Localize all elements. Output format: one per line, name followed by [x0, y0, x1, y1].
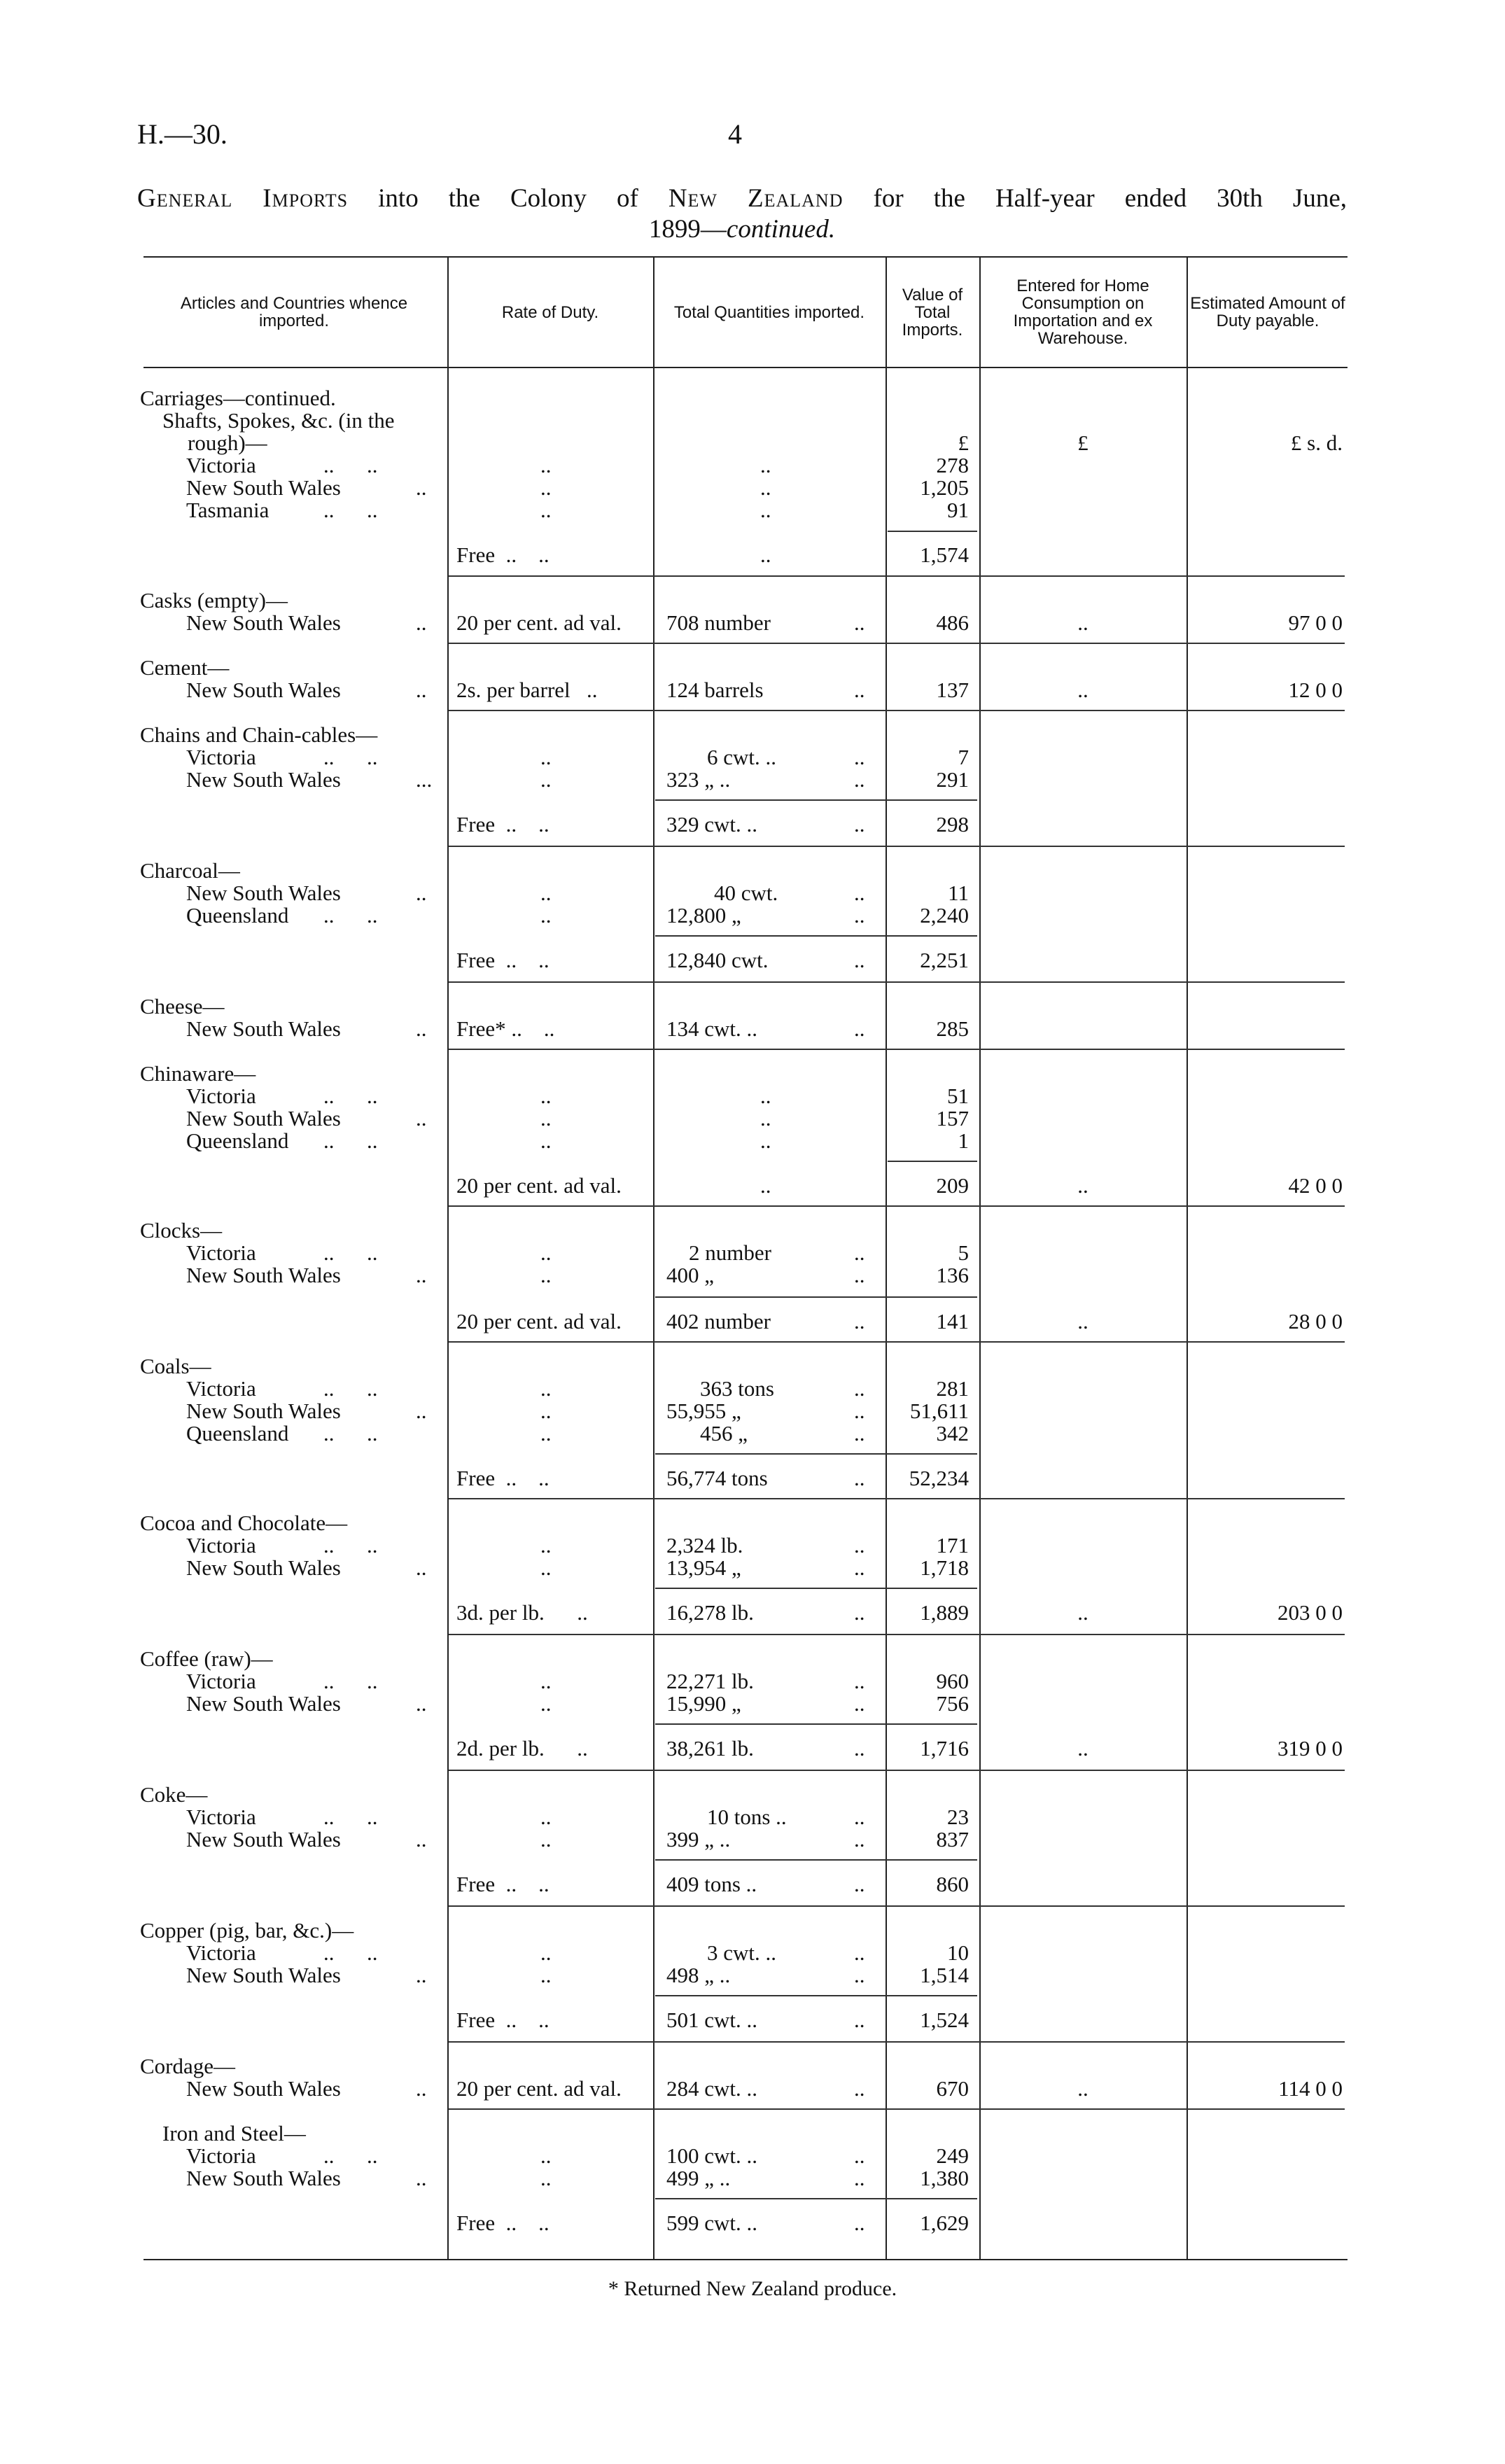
block-rule	[449, 575, 1345, 577]
country-label: Victoria	[186, 2143, 256, 2168]
country-label: New South Wales	[186, 2166, 341, 2190]
country-label: New South Wales	[186, 1827, 341, 1851]
leader-dots: ..	[540, 1669, 552, 1693]
value-cell: 7	[958, 745, 969, 769]
leader-dots: ..	[854, 1669, 865, 1693]
leader-dots: ..	[1077, 678, 1088, 702]
country-label: Queensland	[186, 1421, 289, 1446]
country-label: New South Wales	[186, 1263, 341, 1287]
duty-cell: 203 0 0	[1278, 1600, 1343, 1625]
country-label: Victoria	[186, 1376, 256, 1401]
leader-dots: ..	[854, 2211, 865, 2235]
leader-dots: ..	[540, 1805, 552, 1829]
leader-dots: ..	[540, 1940, 552, 1965]
subtotal-rule	[655, 1296, 977, 1298]
value-cell: 1,718	[920, 1555, 969, 1580]
country-label: Victoria	[186, 1084, 256, 1108]
subtotal-rule	[888, 1161, 977, 1162]
leader-dots: ..	[416, 1827, 427, 1851]
leader-dots: ..	[416, 1106, 427, 1130]
value-cell: 23	[947, 1805, 969, 1829]
block-rule	[449, 1205, 1345, 1207]
quantity-cell: 12,800 „	[666, 903, 741, 927]
leader-dots: ..	[854, 1263, 865, 1287]
leader-dots: ..	[416, 678, 427, 702]
leader-dots: ..	[854, 812, 865, 836]
leader-dots: .. ..	[323, 1421, 378, 1446]
leader-dots: .. ..	[323, 2143, 378, 2168]
subtotal-rule	[655, 1995, 977, 1996]
country-label: New South Wales	[186, 2076, 341, 2101]
value-cell: 281	[936, 1376, 969, 1401]
section-heading: Cement—	[140, 655, 230, 680]
leader-dots: .. ..	[323, 1376, 378, 1401]
block-rule	[449, 1049, 1345, 1050]
value-cell: 756	[936, 1691, 969, 1716]
leader-dots: ..	[540, 1421, 552, 1446]
leader-dots: ..	[540, 453, 552, 477]
value-cell: 960	[936, 1669, 969, 1693]
section-heading: Carriages—continued.	[140, 386, 336, 410]
country-label: New South Wales	[186, 1691, 341, 1716]
subtotal-rule	[655, 935, 977, 937]
leader-dots: .. ..	[323, 1128, 378, 1153]
leader-dots: ..	[1077, 1736, 1088, 1760]
leader-dots: ..	[854, 1399, 865, 1423]
leader-dots: ..	[854, 745, 865, 769]
leader-dots: ..	[540, 1106, 552, 1130]
country-label: Victoria	[186, 1805, 256, 1829]
table-title: General Imports into the Colony of New Zealand for the Half-year ended 30th June, 1899—continued.	[137, 184, 1347, 244]
quantity-cell: 456 „	[700, 1421, 748, 1446]
value-cell: 10	[947, 1940, 969, 1965]
leader-dots: ..	[854, 1533, 865, 1558]
leader-dots: ..	[854, 1555, 865, 1580]
header-bottom-rule	[144, 367, 1348, 368]
total-quantity: 38,261 lb.	[666, 1736, 754, 1760]
leader-dots: ..	[760, 1173, 771, 1198]
quantity-cell: 2,324 lb.	[666, 1533, 743, 1558]
leader-dots: .. ..	[323, 1669, 378, 1693]
col-divider	[1186, 256, 1188, 2260]
value-cell: 670	[936, 2076, 969, 2101]
total-value: 1,574	[920, 542, 969, 567]
quantity-cell: 708 number	[666, 610, 771, 635]
quantity-cell: 100 cwt. ..	[666, 2143, 758, 2168]
leader-dots: ..	[540, 498, 552, 522]
leader-dots: ..	[854, 2166, 865, 2190]
leader-dots: ..	[760, 542, 771, 567]
total-quantity: 501 cwt. ..	[666, 2008, 758, 2032]
total-quantity: 56,774 tons	[666, 1466, 768, 1490]
total-value: 1,889	[920, 1600, 969, 1625]
leader-dots: ..	[540, 1963, 552, 1987]
leader-dots: ..	[416, 2076, 427, 2101]
page-ref: H.—30.	[137, 118, 227, 150]
country-label: New South Wales	[186, 1963, 341, 1987]
subtotal-rule	[655, 1588, 977, 1589]
leader-dots: ..	[854, 1309, 865, 1334]
leader-dots: ..	[540, 1555, 552, 1580]
block-rule	[449, 1341, 1345, 1343]
leader-dots: ..	[854, 903, 865, 927]
section-heading: Casks (empty)—	[140, 588, 288, 612]
section-heading: Charcoal—	[140, 858, 240, 883]
total-value: 52,234	[909, 1466, 969, 1490]
block-rule	[449, 1770, 1345, 1771]
col-divider	[447, 256, 449, 2260]
subtotal-rule	[655, 2198, 977, 2199]
country-label: New South Wales	[186, 1555, 341, 1580]
leader-dots: ..	[854, 1736, 865, 1760]
country-label: New South Wales	[186, 1106, 341, 1130]
rate-cell: Free .. ..	[456, 1872, 550, 1896]
leader-dots: ..	[1077, 1309, 1088, 1334]
duty-cell: 12 0 0	[1288, 678, 1343, 702]
section-heading: Coke—	[140, 1782, 208, 1807]
total-value: 1,629	[920, 2211, 969, 2235]
leader-dots: ..	[416, 1691, 427, 1716]
subtotal-rule	[655, 1859, 977, 1861]
value-cell: 1,380	[920, 2166, 969, 2190]
leader-dots: ..	[854, 1691, 865, 1716]
leader-dots: ..	[854, 2076, 865, 2101]
section-heading: Coffee (raw)—	[140, 1646, 273, 1671]
leader-dots: ..	[854, 1600, 865, 1625]
col-divider	[653, 256, 654, 2260]
section-heading: Clocks—	[140, 1218, 223, 1242]
subtotal-rule	[655, 1723, 977, 1725]
leader-dots: ..	[1077, 1173, 1088, 1198]
leader-dots: ..	[540, 881, 552, 905]
rate-cell: 20 per cent. ad val.	[456, 1173, 622, 1198]
leader-dots: ..	[540, 767, 552, 792]
quantity-cell: 323 „ ..	[666, 767, 731, 792]
total-quantity: 16,278 lb.	[666, 1600, 754, 1625]
leader-dots: ..	[854, 1466, 865, 1490]
country-label: Victoria	[186, 1669, 256, 1693]
leader-dots: ..	[540, 745, 552, 769]
leader-dots: ..	[760, 498, 771, 522]
leader-dots: ..	[540, 475, 552, 500]
rate-cell: Free .. ..	[456, 1466, 550, 1490]
quantity-cell: 13,954 „	[666, 1555, 741, 1580]
table-top-rule	[144, 256, 1348, 258]
rate-cell: 20 per cent. ad val.	[456, 1309, 622, 1334]
total-quantity: 599 cwt. ..	[666, 2211, 758, 2235]
value-cell: 278	[936, 453, 969, 477]
total-quantity: 402 number	[666, 1309, 771, 1334]
value-cell: 91	[947, 498, 969, 522]
leader-dots: .. ..	[323, 453, 378, 477]
quantity-cell: 363 tons	[700, 1376, 774, 1401]
quantity-cell: 499 „ ..	[666, 2166, 731, 2190]
leader-dots: ..	[540, 1240, 552, 1265]
rate-cell: Free .. ..	[456, 948, 550, 972]
duty-cell: 28 0 0	[1288, 1309, 1343, 1334]
leader-dots: .. ..	[323, 1805, 378, 1829]
value-cell: 51	[947, 1084, 969, 1108]
section-heading: Cordage—	[140, 2054, 236, 2078]
total-value: 2,251	[920, 948, 969, 972]
rate-cell: 3d. per lb. ..	[456, 1600, 588, 1625]
quantity-cell: 15,990 „	[666, 1691, 741, 1716]
quantity-cell: 2 number	[689, 1240, 771, 1265]
value-cell: 5	[958, 1240, 969, 1265]
quantity-cell: 399 „ ..	[666, 1827, 731, 1851]
block-rule	[449, 710, 1345, 711]
rate-cell: Free .. ..	[456, 542, 550, 567]
rate-cell: Free .. ..	[456, 2008, 550, 2032]
quantity-cell: 134 cwt. ..	[666, 1016, 758, 1041]
leader-dots: ...	[416, 767, 433, 792]
country-label: Victoria	[186, 1533, 256, 1558]
country-label: New South Wales	[186, 610, 341, 635]
value-cell: 51,611	[909, 1399, 969, 1423]
leader-dots: ..	[854, 1963, 865, 1987]
block-rule	[449, 1634, 1345, 1635]
value-cell: 11	[948, 881, 969, 905]
leader-dots: ..	[416, 1016, 427, 1041]
leader-dots: ..	[854, 767, 865, 792]
block-rule	[449, 2108, 1345, 2110]
leader-dots: ..	[540, 1263, 552, 1287]
country-label: Tasmania	[186, 498, 270, 522]
section-heading: Coals—	[140, 1354, 211, 1378]
country-label: New South Wales	[186, 881, 341, 905]
leader-dots: ..	[854, 1805, 865, 1829]
leader-dots: ..	[540, 1128, 552, 1153]
leader-dots: ..	[540, 1691, 552, 1716]
total-value: 1,716	[920, 1736, 969, 1760]
subtotal-rule	[888, 531, 977, 532]
block-rule	[449, 1498, 1345, 1499]
value-cell: 1,205	[920, 475, 969, 500]
quantity-cell: 6 cwt. ..	[707, 745, 777, 769]
leader-dots: ..	[854, 678, 865, 702]
footnote: * Returned New Zealand produce.	[608, 2277, 897, 2300]
leader-dots: ..	[1077, 610, 1088, 635]
rate-cell: Free* .. ..	[456, 1016, 555, 1041]
rate-cell: Free .. ..	[456, 812, 550, 836]
quantity-cell: 498 „ ..	[666, 1963, 731, 1987]
country-label: New South Wales	[186, 767, 341, 792]
quantity-cell: 22,271 lb.	[666, 1669, 754, 1693]
leader-dots: ..	[854, 2143, 865, 2168]
leader-dots: ..	[760, 453, 771, 477]
block-rule	[449, 1905, 1345, 1907]
leader-dots: ..	[416, 1555, 427, 1580]
value-cell: 137	[936, 678, 969, 702]
section-heading: Iron and Steel—	[162, 2121, 306, 2146]
total-quantity: 409 tons ..	[666, 1872, 757, 1896]
quantity-cell: 55,955 „	[666, 1399, 741, 1423]
total-value: 860	[936, 1872, 969, 1896]
leader-dots: ..	[540, 2143, 552, 2168]
leader-dots: ..	[854, 948, 865, 972]
value-cell: 136	[936, 1263, 969, 1287]
country-label: New South Wales	[186, 475, 341, 500]
country-label: Queensland	[186, 903, 289, 927]
leader-dots: .. ..	[323, 1240, 378, 1265]
leader-dots: ..	[854, 1376, 865, 1401]
leader-dots: ..	[854, 1016, 865, 1041]
value-cell: 837	[936, 1827, 969, 1851]
leader-dots: ..	[416, 1399, 427, 1423]
leader-dots: ..	[540, 2166, 552, 2190]
value-cell: 2,240	[920, 903, 969, 927]
leader-dots: ..	[854, 1827, 865, 1851]
leader-dots: .. ..	[323, 903, 378, 927]
block-rule	[449, 846, 1345, 847]
table-bottom-rule	[144, 2259, 1348, 2260]
value-cell: 342	[936, 1421, 969, 1446]
section-heading: Copper (pig, bar, &c.)—	[140, 1918, 354, 1942]
value-cell: 1,514	[920, 1963, 969, 1987]
leader-dots: .. ..	[323, 1084, 378, 1108]
value-cell: 249	[936, 2143, 969, 2168]
leader-dots: ..	[540, 1399, 552, 1423]
rate-cell: 20 per cent. ad val.	[456, 610, 622, 635]
duty-cell: 97 0 0	[1288, 610, 1343, 635]
leader-dots: ..	[854, 1872, 865, 1896]
total-quantity: 329 cwt. ..	[666, 812, 758, 836]
leader-dots: ..	[540, 1827, 552, 1851]
leader-dots: .. ..	[323, 498, 378, 522]
unit-label: £ s. d.	[1290, 430, 1343, 455]
quantity-cell: 3 cwt. ..	[707, 1940, 777, 1965]
rate-cell: 20 per cent. ad val.	[456, 2076, 622, 2101]
section-heading: Cheese—	[140, 994, 225, 1018]
section-heading: Chains and Chain-cables—	[140, 722, 378, 747]
duty-cell: 319 0 0	[1278, 1736, 1343, 1760]
leader-dots: ..	[540, 903, 552, 927]
value-cell: 285	[936, 1016, 969, 1041]
header-quantities: Total Quantities imported.	[673, 302, 865, 322]
leader-dots: ..	[854, 2008, 865, 2032]
block-rule	[449, 2041, 1345, 2043]
duty-cell: 114 0 0	[1278, 2076, 1343, 2101]
leader-dots: ..	[540, 1376, 552, 1401]
sub-heading: rough)—	[188, 430, 267, 455]
total-value: 298	[936, 812, 969, 836]
rate-cell: 2d. per lb. ..	[456, 1736, 588, 1760]
country-label: Queensland	[186, 1128, 289, 1153]
leader-dots: ..	[416, 475, 427, 500]
leader-dots: ..	[760, 1106, 771, 1130]
leader-dots: ..	[854, 1240, 865, 1265]
rate-cell: 2s. per barrel ..	[456, 678, 598, 702]
leader-dots: ..	[540, 1533, 552, 1558]
col-divider	[886, 256, 887, 2260]
header-rate: Rate of Duty.	[501, 302, 599, 322]
unit-label: £	[958, 430, 969, 455]
value-cell: 291	[936, 767, 969, 792]
leader-dots: ..	[760, 1128, 771, 1153]
subtotal-rule	[655, 1453, 977, 1455]
country-label: New South Wales	[186, 1399, 341, 1423]
leader-dots: ..	[416, 610, 427, 635]
subtotal-rule	[655, 799, 977, 801]
quantity-cell: 124 barrels	[666, 678, 764, 702]
value-cell: 171	[936, 1533, 969, 1558]
leader-dots: ..	[416, 1263, 427, 1287]
block-rule	[449, 981, 1345, 983]
quantity-cell: 400 „	[666, 1263, 715, 1287]
total-value: 141	[936, 1309, 969, 1334]
leader-dots: ..	[1077, 2076, 1088, 2101]
section-heading: Chinaware—	[140, 1061, 256, 1086]
leader-dots: ..	[854, 881, 865, 905]
country-label: Victoria	[186, 745, 256, 769]
total-quantity: 12,840 cwt.	[666, 948, 769, 972]
value-cell: 486	[936, 610, 969, 635]
block-rule	[449, 643, 1345, 644]
header-articles: Articles and Countries whence imported.	[180, 294, 408, 330]
country-label: Victoria	[186, 453, 256, 477]
country-label: Victoria	[186, 1240, 256, 1265]
total-value: 209	[936, 1173, 969, 1198]
leader-dots: ..	[854, 1940, 865, 1965]
leader-dots: .. ..	[323, 1940, 378, 1965]
page-number: 4	[728, 118, 742, 150]
leader-dots: ..	[540, 1084, 552, 1108]
total-value: 1,524	[920, 2008, 969, 2032]
leader-dots: .. ..	[323, 1533, 378, 1558]
leader-dots: ..	[760, 475, 771, 500]
leader-dots: ..	[854, 610, 865, 635]
header-value: Value of Total Imports.	[902, 285, 963, 340]
header-estimated: Estimated Amount of Duty payable.	[1190, 294, 1345, 330]
country-label: New South Wales	[186, 678, 341, 702]
quantity-cell: 284 cwt. ..	[666, 2076, 758, 2101]
col-divider	[979, 256, 981, 2260]
section-heading: Cocoa and Chocolate—	[140, 1511, 348, 1535]
country-label: New South Wales	[186, 1016, 341, 1041]
unit-label: £	[1077, 430, 1088, 455]
leader-dots: ..	[416, 881, 427, 905]
leader-dots: ..	[854, 1421, 865, 1446]
header-entered: Entered for Home Consumption on Importation and ex Warehouse.	[1013, 276, 1153, 348]
value-cell: 1	[958, 1128, 969, 1153]
quantity-cell: 10 tons ..	[707, 1805, 787, 1829]
sub-heading: Shafts, Spokes, &c. (in the	[162, 408, 395, 433]
value-cell: 157	[936, 1106, 969, 1130]
quantity-cell: 40 cwt.	[714, 881, 778, 905]
leader-dots: .. ..	[323, 745, 378, 769]
leader-dots: ..	[760, 1084, 771, 1108]
rate-cell: Free .. ..	[456, 2211, 550, 2235]
leader-dots: ..	[1077, 1600, 1088, 1625]
country-label: Victoria	[186, 1940, 256, 1965]
duty-cell: 42 0 0	[1288, 1173, 1343, 1198]
leader-dots: ..	[416, 1963, 427, 1987]
leader-dots: ..	[416, 2166, 427, 2190]
